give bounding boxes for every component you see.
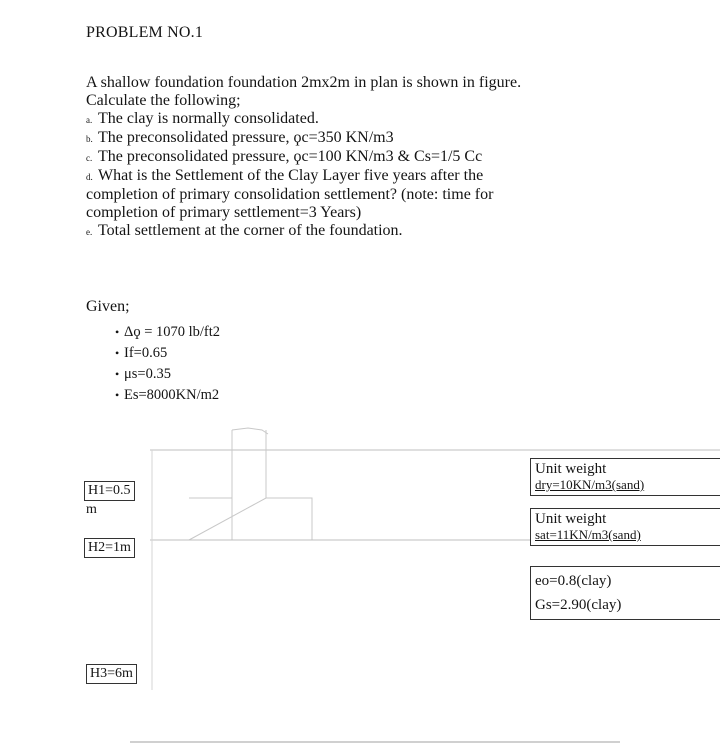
list-item-d-continued: completion of primary consolidation settlement? (note: time for	[86, 186, 494, 203]
h1-unit-label: m	[86, 502, 97, 517]
intro-line-2: Calculate the following;	[86, 92, 241, 109]
list-marker: c.	[86, 153, 93, 163]
list-item-text: What is the Settlement of the Clay Layer five years after the	[98, 167, 484, 184]
list-item-text: The preconsolidated pressure, ϙc=350 KN/m3	[98, 129, 394, 146]
given-item-text: Es=8000KN/m2	[124, 387, 220, 403]
void-ratio-text: eo=0.8(clay)	[535, 573, 612, 589]
unit-weight-title: Unit weight	[535, 511, 607, 527]
bullet-icon: •	[115, 325, 120, 339]
unit-weight-title: Unit weight	[535, 461, 607, 477]
footing-base	[189, 498, 312, 540]
list-item-text: The clay is normally consolidated.	[98, 110, 319, 127]
h1-label-box: H1=0.5	[84, 481, 135, 501]
specific-gravity-text: Gs=2.90(clay)	[535, 597, 622, 613]
unit-weight-value: sat=11KN/m3(sand)	[535, 527, 641, 542]
list-marker: a.	[86, 115, 93, 125]
list-marker: e.	[86, 227, 93, 237]
page-title: PROBLEM NO.1	[86, 24, 204, 41]
list-item-text: Total settlement at the corner of the foundation.	[98, 222, 403, 239]
column-outline	[232, 430, 266, 540]
clay-properties-box	[530, 566, 720, 620]
intro-line-1: A shallow foundation foundation 2mx2m in plan is shown in figure.	[86, 74, 522, 91]
list-item-d-continued: completion of primary settlement=3 Years)	[86, 204, 362, 221]
list-item-text: The preconsolidated pressure, ϙc=100 KN/m3 & Cs=1/5 Cc	[98, 148, 483, 165]
h3-label-box: H3=6m	[86, 664, 137, 684]
bullet-icon: •	[115, 346, 120, 360]
list-marker: d.	[86, 172, 93, 182]
list-marker: b.	[86, 134, 93, 144]
bullet-icon: •	[115, 388, 120, 402]
given-item-text: Δϙ = 1070 lb/ft2	[124, 324, 221, 340]
unit-weight-value: dry=10KN/m3(sand)	[535, 477, 645, 492]
h2-label-box: H2=1m	[84, 538, 135, 558]
given-title: Given;	[86, 298, 130, 315]
column-top	[232, 428, 268, 434]
bullet-icon: •	[115, 367, 120, 381]
given-item-text: μs=0.35	[124, 366, 171, 382]
given-item-text: If=0.65	[124, 345, 168, 361]
unit-weight-sat-box	[530, 508, 720, 546]
unit-weight-dry-box	[530, 458, 720, 496]
